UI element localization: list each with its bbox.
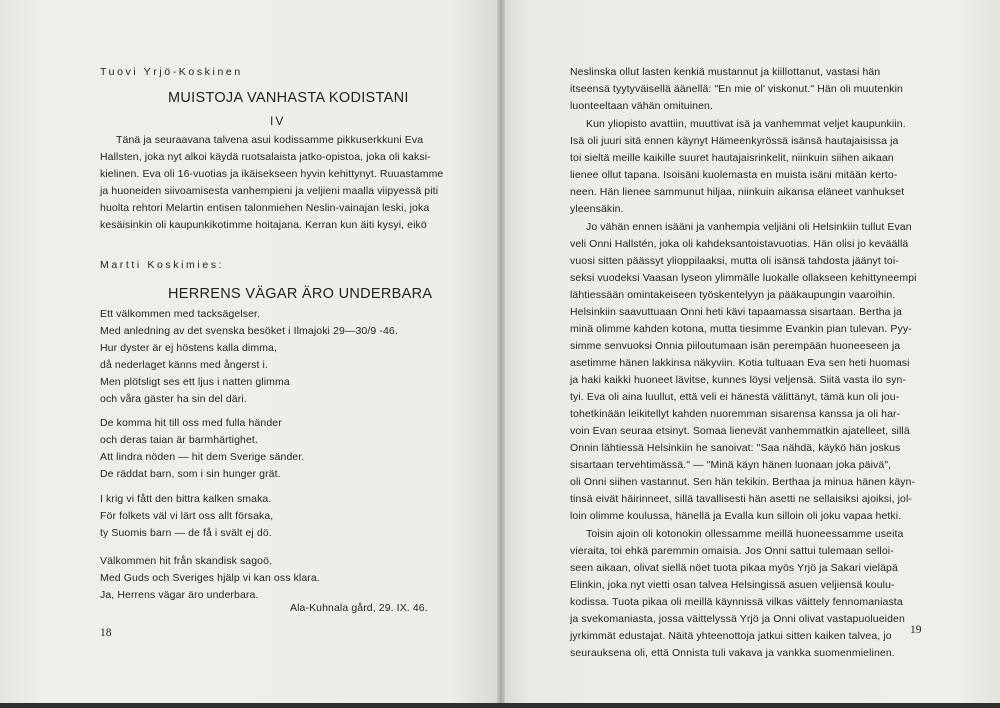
paragraph-line: ja haki kaikki huoneet lävitse, kunnes löysi veljensä. Siitä vasta ilo syn- — [570, 374, 907, 386]
paragraph-line: Kun yliopisto avattiin, muuttivat isä ja vanhemmat veljet kaupunkiin. — [586, 118, 906, 130]
page-number-right: 19 — [910, 624, 922, 636]
signature-line: Ala-Kuhnala gård, 29. IX. 46. — [290, 602, 428, 614]
paragraph-line: Helsinkiin saavuttuaan Onni heti kävi tapaamassa sisartaan. Bertha ja — [570, 306, 902, 318]
paragraph-line: huolta rehtori Melartin entisen talonmiehen Neslin-vainajan leski, joka — [100, 202, 430, 214]
poem-line: De räddat barn, som i sin hunger grät. — [100, 468, 281, 480]
paragraph-line: Hallsten, joka nyt alkoi käydä ruotsalaista jatko-opistoa, joka oli kaksi- — [100, 151, 431, 163]
poem-line: Ett välkommen med tacksägelser. — [100, 308, 261, 320]
paragraph-line: oli Onni siihen vastannut. Sen hän tekikin. Berthaa ja minua hänen käyn- — [570, 476, 916, 488]
poem-line: och våra gäster ha sin del däri. — [100, 393, 247, 405]
paragraph-line: simme senvuoksi Onnia piiloutumaan isän perempään huoneeseen ja — [570, 340, 901, 352]
paragraph-line: luonteeltaan vähän omituinen. — [570, 100, 714, 112]
paragraph-line: veli Onni Hallstén, joka oli kahdeksantoistavuotias. Hän olisi jo keväällä — [570, 238, 909, 250]
paragraph-line: Toisin ajoin oli kotonokin ollessamme meillä huoneessamme useita — [586, 528, 904, 540]
paragraph-line: kodissa. Tuota pikaa oli meillä käynnissä vilkas väittely fennomaniasta — [570, 596, 903, 608]
paragraph-line: Neslinska ollut lasten kenkiä mustannut ja kiillottanut, vastasi hän — [570, 66, 881, 78]
right-page — [500, 0, 1000, 708]
scan-bottom-edge — [0, 703, 1000, 708]
paragraph-line: minä olimme kahden kotona, mutta tiesimme Evankin pian tulevan. Pyy- — [570, 323, 912, 335]
poem-line: I krig vi fått den bittra kalken smaka. — [100, 493, 272, 505]
paragraph-line: tyi. Eva oli aina luullut, että veli ei hänestä välittänyt, tämä kun oli jou- — [570, 391, 900, 403]
poem-line: och deras taian är barmhärtighet. — [100, 434, 258, 446]
poem-line: Med anledning av det svenska besöket i Ilmajoki 29—30/9 -46. — [100, 325, 398, 337]
paragraph-line: ja huoneiden siivoamisesta vanhempieni ja veljieni maalla viipyessä piti — [100, 185, 439, 197]
poem-line: Ja, Herrens vägar äro underbara. — [100, 589, 259, 601]
poem-line: För folkets väl vi lärt oss allt försaka, — [100, 510, 274, 522]
paragraph-line: Isä oli juuri sitä ennen käynyt Hämeenkyrössä isänsä hautajaisissa ja — [570, 135, 899, 147]
paragraph-line: Jo vähän ennen isääni ja vanhempia veljiäni oli Helsinkiin tullut Evan — [586, 221, 912, 233]
paragraph-line: seen aikaan, olivat siellä nöet tuota pikaa myös Yrjö ja Sakari vieläpä — [570, 562, 898, 574]
poem-line: Men plötsligt ses ett ljus i natten glimma — [100, 376, 290, 388]
paragraph-line: vieraita, toi ehkä paremmin omaisia. Jos Onni sattui tulemaan selloi- — [570, 545, 894, 557]
paragraph-line: voin Evan seuraa etsinyt. Somaa lienevät vanhemmatkin ajatelleet, sillä — [570, 425, 910, 437]
paragraph-line: Elinkin, joka nyt vietti osan talvea Helsingissä asuen veljiensä koulu- — [570, 579, 895, 591]
paragraph-line: tohetkinään leikitellyt kahden nuoremman sisarensa kanssa ja oli har- — [570, 408, 901, 420]
poem-line: Med Guds och Sveriges hjälp vi kan oss klara. — [100, 572, 320, 584]
paragraph-line: kielinen. Eva oli 16-vuotias ja ikäisekseen hyvin kehittynyt. Ruuastamme — [100, 168, 444, 180]
poem-line: Välkommen hit från skandisk sagoö. — [100, 555, 273, 567]
page-number-left: 18 — [100, 627, 112, 639]
section-numeral: IV — [270, 114, 286, 128]
paragraph-line: seurauksena oli, että Onnista tuli vakava ja vankka suomenmielinen. — [570, 647, 895, 659]
paragraph-line: neen. Hän lienee sammunut hiljaa, niinkuin aikansa eläneet vanhukset — [570, 186, 905, 198]
poem-line: ty Suomis barn — de få i svält ej dö. — [100, 527, 272, 539]
paragraph-line: kesäisinkin oli kaupunkikotimme hoitajana. Kerran kun äiti kysyi, eikö — [100, 219, 427, 231]
paragraph-line: toi sieltä meille kaikille suuret hautajaisrinkelit, niinkuin siihen aikaan — [570, 152, 894, 164]
poem-title: HERRENS VÄGAR ÄRO UNDERBARA — [168, 286, 433, 302]
paragraph-line: vuosi sitten päässyt ylioppilaaksi, mutta oli isänsä tahdosta jäänyt toi- — [570, 255, 899, 267]
paragraph-line: yleensäkin. — [570, 203, 624, 215]
paragraph-line: seksi vuodeksi Vaasan lyseon ylimmälle luokalle ollakseen kehittyneempi — [570, 272, 917, 284]
paragraph-line: ja svekomaniasta, jossa väittelyssä Yrjö ja Onni olivat vastapuolueiden — [570, 613, 905, 625]
paragraph-line: lienee ollut tapana. Isoisäni kuolemasta en muista isäni mitään kerto- — [570, 169, 898, 181]
article-title: MUISTOJA VANHASTA KODISTANI — [168, 90, 409, 106]
author-name: Tuovi Yrjö-Koskinen — [100, 66, 243, 78]
paragraph-line: asetimme hänen lakkinsa näkyviin. Kotia tultuaan Eva sen heti huomasi — [570, 357, 910, 369]
paragraph-line: loin olimme koulussa, hänellä ja Evalla kun silloin oli joku vapaa hetki. — [570, 510, 902, 522]
paragraph-line: jyrkimmät edustajat. Näitä yhteenottoja jatkui sitten kaiken talvea, jo — [570, 630, 892, 642]
paragraph-line: tinsä eivät häirinneet, sillä tavallisesti hän asetti ne sellaisiksi ajoiksi, jol- — [570, 493, 913, 505]
paragraph-line: itseensä tyytyväisellä äänellä: "En mie ol' viskonut." Hän oli muutenkin — [570, 83, 903, 95]
paragraph-line: lähtiessään omintakeiseen työskentelyyn ja pääkaupungin vaaroihin. — [570, 289, 896, 301]
paragraph-line: sisartaan tervehtimässä." — "Minä käyn hänen luonaan joka päivä", — [570, 459, 892, 471]
paragraph-line: Tänä ja seuraavana talvena asui kodissamme pikkuserkkuni Eva — [116, 134, 424, 146]
book-gutter — [497, 0, 505, 708]
poem-line: då nederlaget känns med ångerst i. — [100, 359, 269, 371]
poem-line: Hur dyster är ej höstens kalla dimma, — [100, 342, 278, 354]
poem-line: Att lindra nöden — hit dem Sverige sänder. — [100, 451, 305, 463]
poem-author: Martti Koskimies: — [100, 259, 225, 271]
paragraph-line: Onnin lähtiessä Helsinkiin he sanoivat: "Saa nähdä, käykö hän joskus — [570, 442, 901, 454]
poem-line: De komma hit till oss med fulla händer — [100, 417, 282, 429]
